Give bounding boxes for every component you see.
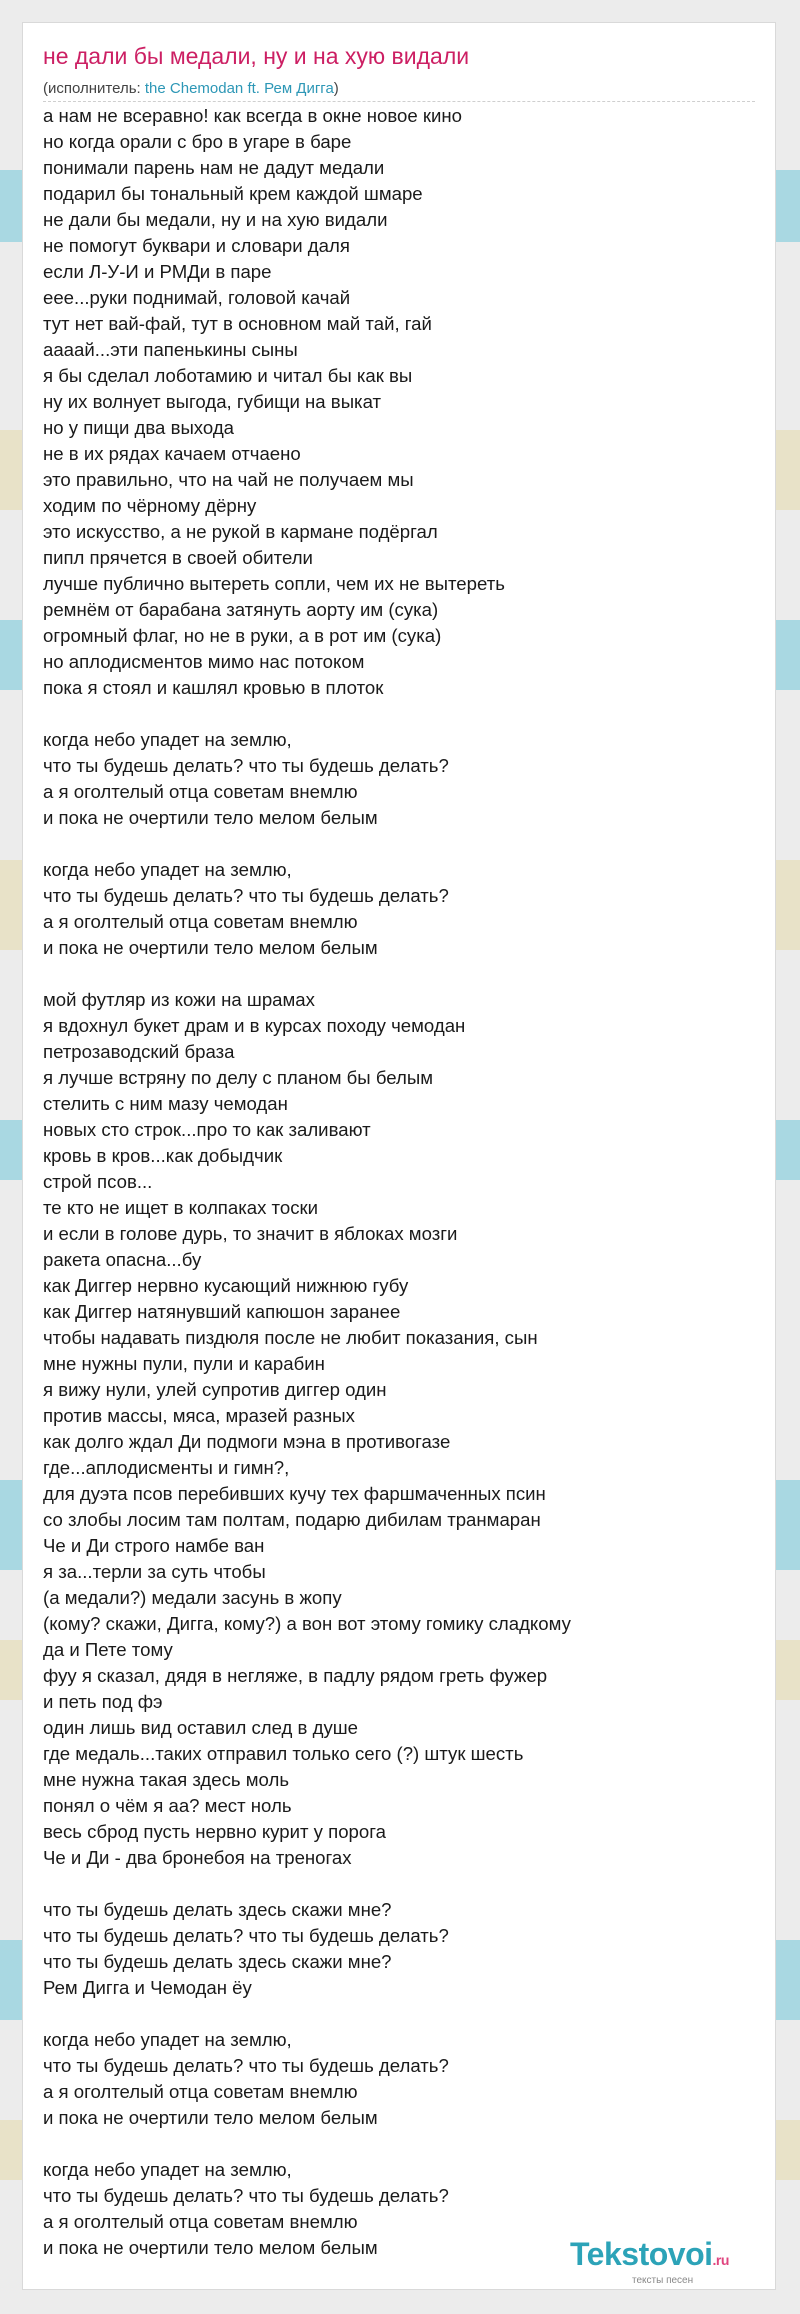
performer-suffix: ): [333, 80, 339, 97]
lyric-line: я за...терли за суть чтобы: [43, 1561, 266, 1582]
lyric-line: что ты будешь делать? что ты будешь делать?: [43, 2185, 449, 2206]
lyric-line: что ты будешь делать здесь скажи мне?: [43, 1899, 392, 1920]
lyric-line: [43, 1871, 757, 1897]
lyric-line: новых сто строк...про то как заливают: [43, 1119, 371, 1140]
lyric-line: понимали парень нам не дадут медали: [43, 157, 385, 178]
lyric-line: а я оголтелый отца советам внемлю: [43, 781, 358, 802]
lyric-line: и пока не очертили тело мелом белым: [43, 2107, 378, 2128]
logo-tld: .ru: [712, 2252, 729, 2268]
lyric-line: Че и Ди - два бронебоя на треногах: [43, 1847, 352, 1868]
lyric-line: что ты будешь делать? что ты будешь делать?: [43, 2055, 449, 2076]
logo-main-text: Tekstovoi: [570, 2236, 713, 2272]
lyric-line: те кто не ищет в колпаках тоски: [43, 1197, 319, 1218]
lyric-line: я вижу нули, улей супротив диггер один: [43, 1379, 387, 1400]
lyric-line: что ты будешь делать? что ты будешь делать?: [43, 885, 449, 906]
lyric-line: пока я стоял и кашлял кровью в плоток: [43, 677, 384, 698]
lyric-line: Че и Ди строго намбе ван: [43, 1535, 265, 1556]
lyric-line: еее...руки поднимай, головой качай: [43, 287, 351, 308]
lyric-line: когда небо упадет на землю,: [43, 2029, 292, 2050]
lyric-line: и пока не очертили тело мелом белым: [43, 2237, 378, 2258]
lyric-line: [43, 701, 757, 727]
lyric-line: а я оголтелый отца советам внемлю: [43, 911, 358, 932]
lyric-line: когда небо упадет на землю,: [43, 859, 292, 880]
lyric-line: строй псов...: [43, 1171, 153, 1192]
lyric-line: со злобы лосим там полтам, подарю дибилам транмаран: [43, 1509, 541, 1530]
lyric-line: я лучше встряну по делу с планом бы белым: [43, 1067, 433, 1088]
lyric-line: для дуэта псов перебивших кучу тех фаршмаченных псин: [43, 1483, 546, 1504]
lyric-line: ракета опасна...бу: [43, 1249, 202, 1270]
lyric-line: огромный флаг, но не в руки, а в рот им (сука): [43, 625, 442, 646]
lyric-line: мне нужна такая здесь моль: [43, 1769, 290, 1790]
artist-link-chemodan[interactable]: the Chemodan: [144, 80, 244, 97]
lyric-line: не в их рядах качаем отчаено: [43, 443, 301, 464]
lyric-line: а я оголтелый отца советам внемлю: [43, 2211, 358, 2232]
lyric-line: где...аплодисменты и гимн?,: [43, 1457, 290, 1478]
lyric-line: весь сброд пусть нервно курит у порога: [43, 1821, 386, 1842]
song-title: не дали бы медали, ну и на хую видали: [43, 43, 470, 69]
performer-prefix: (исполнитель:: [43, 80, 145, 97]
lyric-line: как долго ждал Ди подмоги мэна в противогазе: [43, 1431, 451, 1452]
lyric-line: против массы, мяса, мразей разных: [43, 1405, 355, 1426]
lyric-line: кровь в кров...как добыдчик: [43, 1145, 283, 1166]
lyric-line: и пока не очертили тело мелом белым: [43, 807, 378, 828]
lyric-line: мне нужны пули, пули и карабин: [43, 1353, 325, 1374]
lyric-line: Рем Дигга и Чемодан ёу: [43, 1977, 252, 1998]
lyric-line: (кому? скажи, Дигга, кому?) а вон вот этому гомику сладкому: [43, 1613, 571, 1634]
lyric-line: это искусство, а не рукой в кармане подёргал: [43, 521, 438, 542]
lyric-line: [43, 2131, 757, 2157]
lyric-line: что ты будешь делать здесь скажи мне?: [43, 1951, 392, 1972]
lyric-line: фуу я сказал, дядя в негляже, в падлу рядом греть фужер: [43, 1665, 548, 1686]
lyric-line: но когда орали с бро в угаре в баре: [43, 131, 352, 152]
lyric-line: но аплодисментов мимо нас потоком: [43, 651, 365, 672]
lyric-line: аааай...эти папенькины сыны: [43, 339, 298, 360]
lyric-line: не помогут буквари и словари даля: [43, 235, 350, 256]
performer-line: [43, 80, 755, 102]
lyric-line: чтобы надавать пиздюля после не любит показания, сын: [43, 1327, 538, 1348]
lyric-line: да и Пете тому: [43, 1639, 173, 1660]
site-logo[interactable]: [570, 2237, 770, 2287]
lyric-line: и петь под фэ: [43, 1691, 163, 1712]
lyric-line: а нам не всеравно! как всегда в окне новое кино: [43, 105, 462, 126]
lyric-line: [43, 961, 757, 987]
lyric-line: когда небо упадет на землю,: [43, 729, 292, 750]
lyric-line: что ты будешь делать? что ты будешь делать?: [43, 755, 449, 776]
lyric-line: как Диггер нервно кусающий нижнюю губу: [43, 1275, 409, 1296]
artist-link-rem-digga[interactable]: Рем Дигга: [264, 80, 334, 97]
lyric-line: как Диггер натянувший капюшон заранее: [43, 1301, 401, 1322]
lyric-line: не дали бы медали, ну и на хую видали: [43, 209, 388, 230]
lyric-line: когда небо упадет на землю,: [43, 2159, 292, 2180]
lyric-line: я вдохнул букет драм и в курсах походу чемодан: [43, 1015, 466, 1036]
lyric-line: мой футляр из кожи на шрамах: [43, 989, 315, 1010]
lyric-line: где медаль...таких отправил только сего (?) штук шесть: [43, 1743, 524, 1764]
lyric-line: что ты будешь делать? что ты будешь делать?: [43, 1925, 449, 1946]
lyric-line: ремнём от барабана затянуть аорту им (сука): [43, 599, 439, 620]
lyric-line: подарил бы тональный крем каждой шмаре: [43, 183, 423, 204]
lyric-line: я бы сделал лоботамию и читал бы как вы: [43, 365, 413, 386]
lyric-line: и если в голове дурь, то значит в яблоках мозги: [43, 1223, 458, 1244]
lyric-line: понял о чём я аа? мест ноль: [43, 1795, 292, 1816]
lyric-line: пипл прячется в своей обители: [43, 547, 313, 568]
lyric-line: тут нет вай-фай, тут в основном май тай, гай: [43, 313, 432, 334]
lyric-line: ходим по чёрному дёрну: [43, 495, 257, 516]
lyric-line: а я оголтелый отца советам внемлю: [43, 2081, 358, 2102]
lyric-line: ну их волнует выгода, губищи на выкат: [43, 391, 382, 412]
lyric-line: стелить с ним мазу чемодан: [43, 1093, 288, 1114]
logo-tagline: тексты песен: [632, 2275, 694, 2286]
lyric-line: один лишь вид оставил след в душе: [43, 1717, 358, 1738]
lyric-line: (а медали?) медали засунь в жопу: [43, 1587, 342, 1608]
lyric-line: но у пищи два выхода: [43, 417, 235, 438]
lyric-line: петрозаводский браза: [43, 1041, 235, 1062]
lyric-line: лучше публично вытереть сопли, чем их не вытереть: [43, 573, 505, 594]
lyrics-card: [22, 22, 776, 2290]
lyric-line: [43, 831, 757, 857]
lyric-line: и пока не очертили тело мелом белым: [43, 937, 378, 958]
lyric-line: [43, 2001, 757, 2027]
lyric-line: если Л-У-И и РМДи в паре: [43, 261, 272, 282]
artist-feat[interactable]: ft.: [243, 80, 265, 97]
lyric-line: это правильно, что на чай не получаем мы: [43, 469, 414, 490]
lyrics-body: [43, 103, 757, 2261]
